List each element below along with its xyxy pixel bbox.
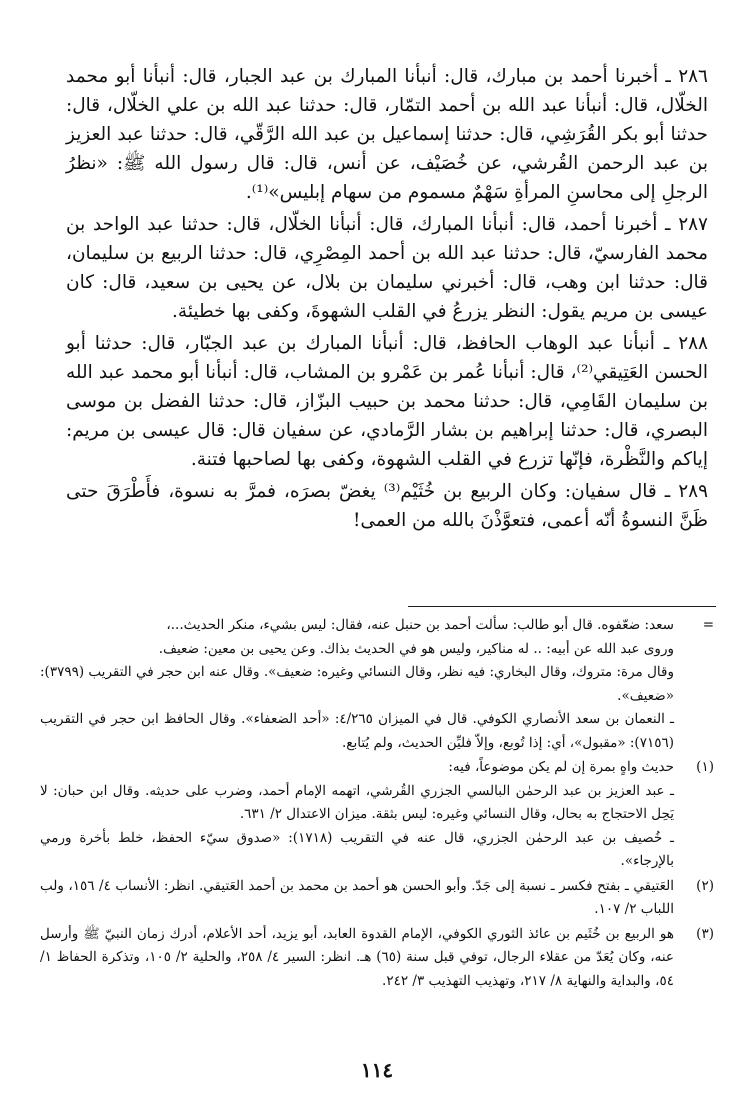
footnote-line: وقال مرة: متروك، وقال البخاري: فيه نظر، وقال النسائي وغيره: ضعيف». وقال عنه ابن حجر في التقريب (٣٧٩٩): «ضعيف». [40,664,674,704]
hadith-289: ٢٨٩ ـ قال سفيان: وكان الربيع بن خُثَيْم⁽³⁾ يغضّ بصرَه، فمرَّ به نسوة، فأَطْرَقَ حتى ظَنَّ النسوةُ أنّه أعمى، فتعوَّذْنَ بالله من العمى! [66,481,709,531]
footnote-1 [40,756,714,874]
footnote-line: ـ النعمان بن سعد الأنصاري الكوفي. قال في الميزان ٤/٢٦٥: «أحد الضعفاء». وقال الحافظ ابن حجر في التقريب (٧١٥٦): «مقبول»، أي: إذا تُوبع، وإلاّ فليِّن الحديث، ولم يُتابع. [40,711,674,751]
hadith-288: ٢٨٨ ـ أنبأنا عبد الوهاب الحافظ، قال: أنبأنا المبارك بن عبد الجبّار، قال: حدثنا أبو الحسن العَتِيقي⁽²⁾، قال: أنبأنا عُمر بن عَمْرو بن المشاب، قال: أنبأنا أبو محمد عبد الله بن سليمان القَامِي، قال: حدثنا محمد بن حبيب البزّاز، قال: حدثنا الفضل بن موسى البصري، قال: حدثنا إبراهيم بن بشار الرَّمادي، عن سفيان قال: قال عيسى بن مريم: إياكم والنَّظْرة، فإنّها تزرع في القلب الشهوة، وكفى بها لصاحبها فتنة. [66,333,708,470]
footnote-line: ـ عبد العزيز بن عبد الرحمٰن البالسي الجزري القُرشي، اتهمه الإمام أحمد، وضرب على حديثه. وقال ابن حبان: لا يَحِل الاحتجاج به بحال، وقال النسائي وغيره: ليس بثقة. ميزان الاعتدال ٢/ ٦٣١. [40,782,674,822]
footnote-line: وروى عبد الله عن أبيه: .. له مناكير، وليس هو في الحديث بذاك. وعن يحيى بن معين: ضعيف. [158,640,674,657]
footnote-line: ـ خُصيف بن عبد الرحمٰن الجزري، قال عنه في التقريب (١٧١٨): «صدوق سيّء الحفظ، خلط بأخرة ورمي بالإرجاء». [40,829,675,869]
footnote-line: هو الربيع بن خُثَيم بن عائذ الثوري الكوفي، الإمام القدوة العابد، أبو يزيد، أحد الأعلام، أدرك زمان النبيّ ﷺ وأرسل عنه، وكان يُعَدّ من عقلاء الرجال، توفي قبل سنة (٦٥) هـ. انظر: السير ٤/ ٢٥٨، والحلية ٢/ ١٠٥، وتذكرة الحفاظ ١/ ٥٤، والبداية والنهاية ٨/ ٢١٧، وتهذيب التهذيب ٣/ ٢٤٢. [40,925,674,989]
main-text [66,62,708,538]
footnote-continued [40,614,714,755]
footnote-marker: = [702,617,714,633]
footnote-marker: (٢) [696,877,714,894]
footnote-line: العَتيقي ـ بفتح فكسر ـ نسبة إلى جَدّ. وأبو الحسن هو أحمد بن محمد بن أحمد العَتيقي. انظر: الأنساب ٤/ ١٥٦، ولب اللباب ٢/ ١٠٧. [40,877,674,917]
hadith-286: ٢٨٦ ـ أخبرنا أحمد بن مبارك، قال: أنبأنا المبارك بن عبد الجبار، قال: أنبأنا أبو محمد الخلّال، قال: أنبأنا عبد الله بن أحمد التمّار، قال: حدثنا عبد الله بن علي الخلّال، قال: حدثنا أبو بكر القُرَشِي، قال: حدثنا إسماعيل بن عبد الله الرَّقّي، قال: حدثنا عبد العزيز بن عبد الرحمن القُرشي، عن خُصَيْف، عن أنس، قال: قال رسول الله ﷺ: «نظرُ الرجلِ إلى محاسنِ المرأةِ سَهْمٌ مسموم من سهام إبليس»⁽¹⁾. [66,66,708,203]
footnotes [40,614,714,994]
footnote-body [40,756,674,874]
footnote-2 [40,875,714,922]
footnote-body [40,875,674,922]
footnote-marker: (١) [696,759,714,775]
footnote-body [40,614,674,755]
footnote-line: حديث واهٍ بمرة إن لم يكن موضوعاً، فيه: [448,759,674,775]
page-number: ١١٤ [360,1058,394,1082]
footnote-body [40,923,674,994]
hadith-287: ٢٨٧ ـ أخبرنا أحمد، قال: أنبأنا المبارك، قال: أنبأنا الخلّال، قال: حدثنا عبد الواحد بن محمد الفارسيّ، قال: حدثنا عبد الله بن أحمد المِصْرِي، قال: حدثنا الربيع بن سليمان، قال: حدثنا ابن وهب، قال: أخبرني سليمان بن بلال، عن يحيى بن سعيد، قال: كان عيسى بن مريم يقول: النظر يزرعُ في القلب الشهوةَ، وكفى بها خطيئة. [66,214,708,322]
footnote-3 [40,923,714,994]
footnote-marker: (٣) [696,925,714,942]
footnote-separator [408,606,716,607]
footnote-line: سعد: ضعّفوه. قال أبو طالب: سألت أحمد بن حنبل عنه، فقال: ليس بشيء، منكر الحديث...، [166,617,674,633]
